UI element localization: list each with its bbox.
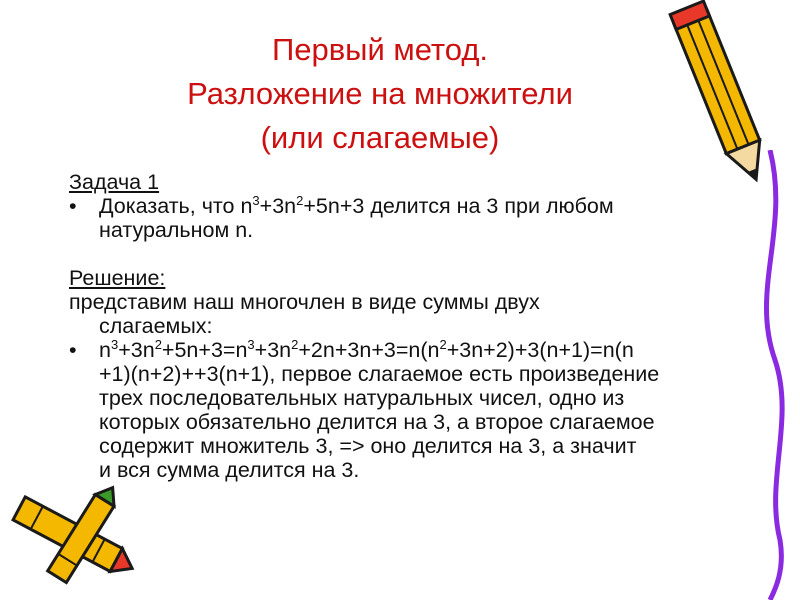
purple-wavy-line-icon <box>730 150 800 600</box>
bullet-icon: • <box>69 338 77 362</box>
solution-intro: представим наш многочлен в виде суммы двух слагаемых: <box>69 290 540 338</box>
bullet-icon: • <box>69 194 77 218</box>
crayons-icon <box>0 478 140 600</box>
title-line-2: Разложение на множители <box>187 76 573 111</box>
task-heading: Задача 1 <box>69 170 160 194</box>
task-statement: • Доказать, что $n^3+3n^2+5n+3$ делится на 3 при любом натуральном n. <box>69 192 614 242</box>
pencil-icon <box>660 0 790 195</box>
slide-title <box>100 28 660 160</box>
title-line-1: Первый метод. <box>271 32 489 67</box>
slide-body <box>69 170 749 482</box>
title-line-3: (или слагаемые) <box>260 120 500 155</box>
solution-derivation: • $n^3+3n^2+5n+3=n^3+3n^2+2n+3n+3=n(n^2+3n+2)+3(n+1)=n(n$ +1)(n+2)++3(n+1), первое слагаемое есть произведение трех последовательных натуральных чисел, одно из которых обязательно делится на 3, а второе слагаемое содержит множитель 3, => оно делится на 3, а значит и вся сумма делится на 3. <box>69 336 660 482</box>
solution-heading: Решение: <box>69 266 166 290</box>
